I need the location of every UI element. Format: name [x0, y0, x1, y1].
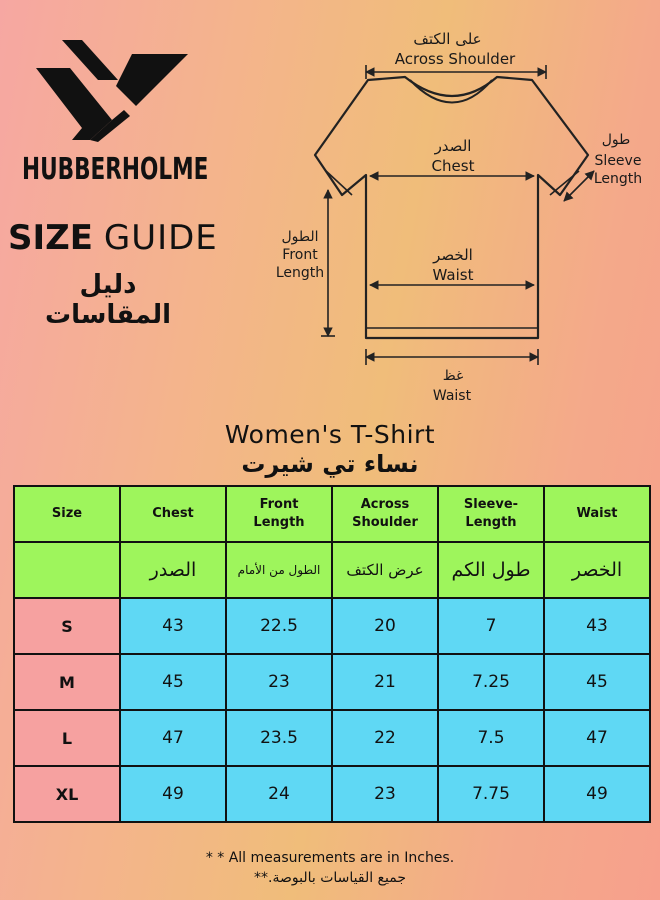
- chest-cell: 47: [120, 710, 226, 766]
- front-length-cell: 22.5: [226, 598, 332, 654]
- size-table: [13, 485, 651, 823]
- tshirt-diagram: [270, 25, 660, 410]
- shoulder-cell: 21: [332, 654, 438, 710]
- table-row: [14, 598, 650, 654]
- chest-cell: 45: [120, 654, 226, 710]
- size-cell: S: [14, 598, 120, 654]
- table-title-ar: نساء تي شيرت: [241, 450, 419, 478]
- header-ar-front-length: الطول من الأمام: [226, 542, 332, 598]
- header-size: Size: [14, 486, 120, 542]
- shoulder-cell: 20: [332, 598, 438, 654]
- size-guide-bold: SIZE: [8, 218, 94, 258]
- size-guide-arabic: دليل المقاسات: [44, 270, 172, 330]
- header-ar-sleeve-length: طول الكم: [438, 542, 544, 598]
- table-row: [14, 654, 650, 710]
- chest-cell: 43: [120, 598, 226, 654]
- size-cell: L: [14, 710, 120, 766]
- waist-cell: 47: [544, 710, 650, 766]
- front-length-cell: 23.5: [226, 710, 332, 766]
- shoulder-label-en: Across Shoulder: [394, 50, 516, 68]
- chest-label-en: Chest: [431, 157, 475, 175]
- hem-label-en: Waist: [432, 388, 472, 404]
- front-length-cell: 23: [226, 654, 332, 710]
- waist-cell: 45: [544, 654, 650, 710]
- shoulder-label-ar: على الكتف: [413, 30, 482, 48]
- waist-label-ar: الخصر: [433, 246, 473, 264]
- shoulder-cell: 22: [332, 710, 438, 766]
- front-length-label-en2: Length: [275, 265, 325, 281]
- header-waist: Waist: [544, 486, 650, 542]
- shoulder-cell: 23: [332, 766, 438, 822]
- hem-label-ar: غظ: [442, 368, 464, 384]
- footnote-en: * * All measurements are in Inches.: [205, 850, 455, 866]
- chest-cell: 49: [120, 766, 226, 822]
- waist-cell: 43: [544, 598, 650, 654]
- front-length-cell: 24: [226, 766, 332, 822]
- sleeve-length-label-en1: Sleeve: [594, 153, 642, 169]
- header-front-length: Front Length: [226, 486, 332, 542]
- footnote-ar: جميع القياسات بالبوصة.**: [254, 870, 406, 886]
- table-row: [14, 710, 650, 766]
- table-header-row: [14, 486, 650, 542]
- header-ar-chest: الصدر: [120, 542, 226, 598]
- header-ar-waist: الخصر: [544, 542, 650, 598]
- header-across-shoulder: Across Shoulder: [332, 486, 438, 542]
- table-row: [14, 766, 650, 822]
- waist-label-en: Waist: [432, 266, 474, 284]
- front-length-label-ar: الطول: [281, 229, 319, 245]
- sleeve-length-label-ar: طول: [601, 132, 631, 148]
- sleeve-cell: 7.25: [438, 654, 544, 710]
- header-chest: Chest: [120, 486, 226, 542]
- waist-cell: 49: [544, 766, 650, 822]
- size-guide-light: GUIDE: [103, 218, 218, 258]
- chest-label-ar: الصدر: [434, 137, 472, 155]
- header-ar-across-shoulder: عرض الكتف: [332, 542, 438, 598]
- sleeve-cell: 7.5: [438, 710, 544, 766]
- sleeve-cell: 7: [438, 598, 544, 654]
- front-length-label-en1: Front: [282, 247, 318, 263]
- header-sleeve-length: Sleeve- Length: [438, 486, 544, 542]
- table-header-row-ar: [14, 542, 650, 598]
- sleeve-cell: 7.75: [438, 766, 544, 822]
- hubberholme-logo-icon: [32, 40, 192, 145]
- size-guide-title: [8, 218, 218, 258]
- header-ar-size: [14, 542, 120, 598]
- sleeve-length-label-en2: Length: [593, 171, 643, 187]
- table-title-en: Women's T-Shirt: [224, 420, 436, 449]
- size-cell: XL: [14, 766, 120, 822]
- size-cell: M: [14, 654, 120, 710]
- brand-name: HUBBERHOLME: [22, 152, 209, 187]
